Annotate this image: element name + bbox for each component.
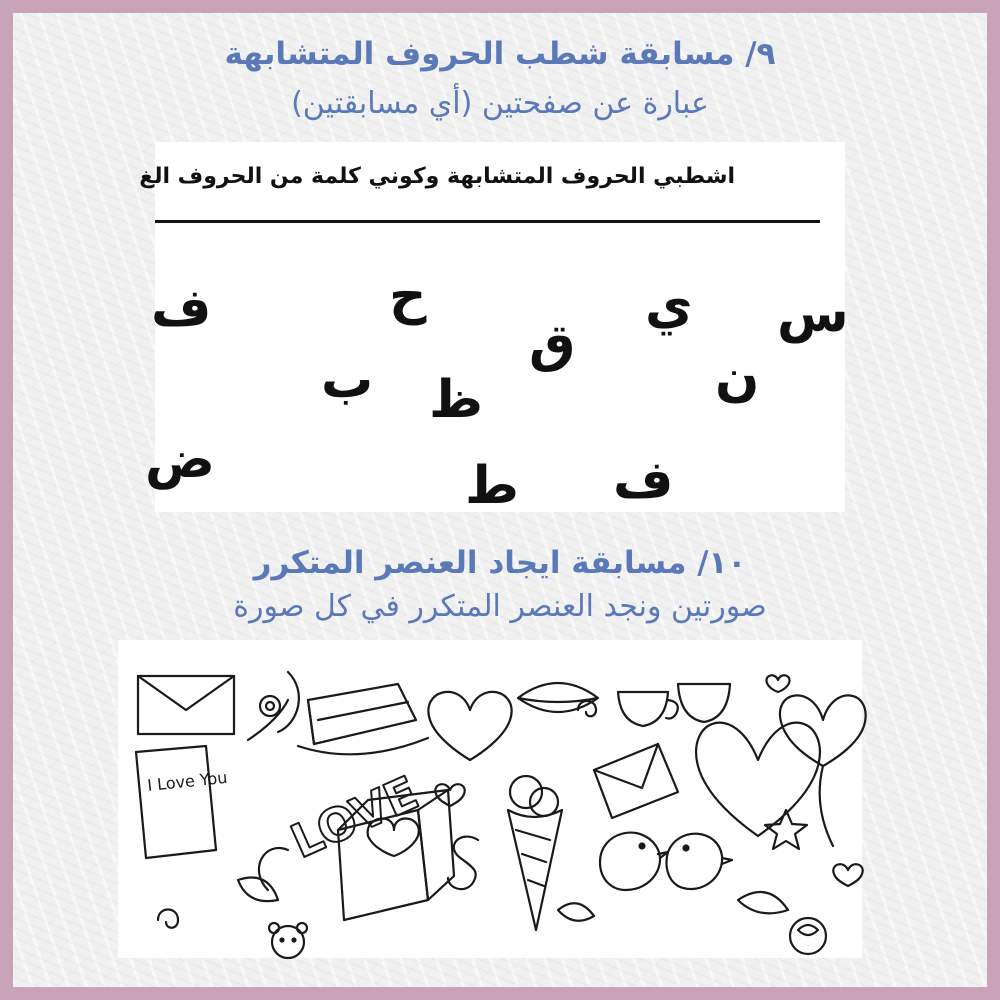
letter-ba: ب	[321, 350, 374, 410]
cake-icon	[298, 684, 428, 754]
letter-dad: ض	[145, 430, 215, 490]
lips-icon	[518, 683, 598, 712]
bear-icon	[269, 923, 307, 958]
heart-icon	[833, 864, 862, 886]
leaf-icon	[558, 903, 594, 921]
leaf-icon	[738, 892, 788, 913]
worksheet-instruction: اشطبي الحروف المتشابهة وكوني كلمة من الحروف الغ	[139, 164, 735, 189]
section-9-title: ٩/ مسابقة شطب الحروف المتشابهة	[224, 36, 776, 72]
letter-seen: س	[777, 284, 849, 344]
letter-noon: ن	[715, 348, 760, 408]
doodle-picture	[118, 640, 862, 958]
ice-cream-icon	[508, 776, 562, 930]
section-10-subtitle: صورتين ونجد العنصر المتكرر في كل صورة	[233, 589, 767, 624]
birds-icon	[600, 833, 732, 890]
envelope-icon	[138, 676, 234, 734]
love-note-text: I Love You	[146, 767, 229, 796]
letter-fa-1: ف	[151, 278, 212, 338]
letter-qaf: ق	[529, 314, 576, 374]
swirl-icon	[259, 848, 288, 890]
love-word: LOVE	[282, 765, 427, 869]
rose-icon	[790, 918, 826, 954]
letter-fa-2: ف	[613, 450, 674, 510]
love-note-icon	[136, 746, 228, 858]
letter-ya: ي	[645, 276, 693, 336]
envelope-icon	[594, 744, 678, 818]
section-9-subtitle: عبارة عن صفحتين (أي مسابقتين)	[291, 86, 709, 121]
heart-icon	[766, 675, 789, 692]
swirl-icon	[158, 910, 178, 928]
heart-icon	[428, 692, 511, 760]
section-10-title: ١٠/ مسابقة ايجاد العنصر المتكرر	[253, 545, 747, 581]
cups-icon	[618, 684, 730, 726]
leaf-icon	[238, 878, 278, 902]
star-icon	[765, 810, 807, 849]
letter-tha: ظ	[429, 370, 484, 430]
letter-ha: ح	[389, 266, 427, 326]
letters-worksheet	[139, 142, 849, 516]
worksheet-divider	[155, 220, 820, 223]
letter-ta: ط	[465, 456, 520, 516]
heart-icon	[696, 723, 820, 836]
flower-icon	[248, 672, 299, 740]
